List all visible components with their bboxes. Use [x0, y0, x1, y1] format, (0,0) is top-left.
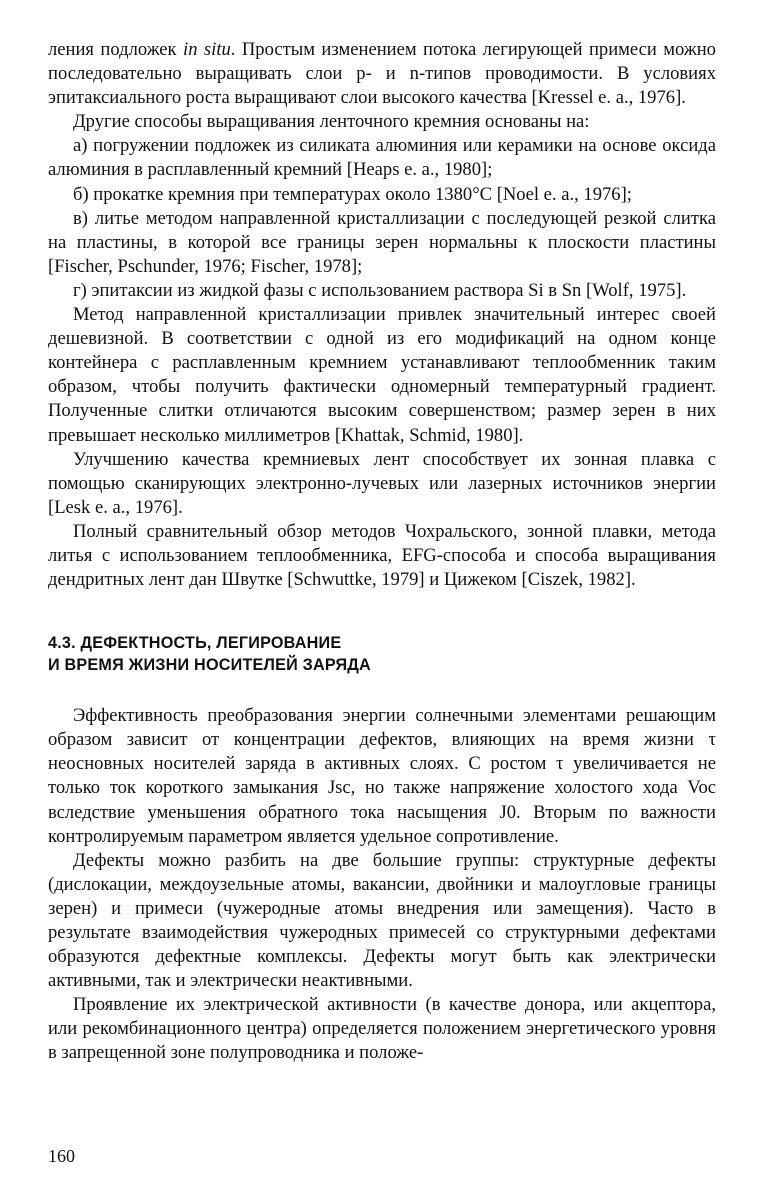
- list-item-a: а) погружении подложек из силиката алюминия или керамики на основе оксида алюминия в расплавленный кремний [Heaps e. a., 1980];: [48, 135, 716, 181]
- latin-term: in situ: [183, 39, 231, 60]
- paragraph-text: ления подложек: [48, 39, 184, 60]
- paragraph-continuation: [48, 38, 716, 110]
- paragraph: Полный сравнительный обзор методов Чохральского, зонной плавки, метода литья с использованием теплообменника, EFG-способа и способа выращивания дендритных лент дан Швутке [Schwuttke, 1979] и Цижеком [Ciszek, 1982].: [48, 520, 716, 591]
- paragraph: Другие способы выращивания ленточного кремния основаны на:: [73, 111, 590, 133]
- paragraph: Метод направленной кристаллизации привлек значительный интерес своей дешевизной. В соответствии с одной из его модификаций на одном конце контейнера с расплавленным кремнием устанавливают теплообменник таким образом, чтобы получить фактически одномерный температурный градиент. Полученные слитки отличаются высоким совершенством; размер зерен в них превышает несколько миллиметров [Khattak, Schmid, 1980].: [48, 304, 716, 446]
- paragraph-text: . Простым изменением потока легирующей примеси можно последовательно выращивать слои p- и n-типов проводимости. В условиях эпитаксиального роста выращивают слои высокого качества [Kressel e. a., 1976].: [48, 39, 716, 109]
- section-heading-line-1: 4.3. ДЕФЕКТНОСТЬ, ЛЕГИРОВАНИЕ: [48, 634, 342, 653]
- paragraph: Проявление их электрической активности (в качестве донора, или акцептора, или рекомбинационного центра) определяется положением энергетического уровня в запрещенной зоне полупроводника и положе-: [48, 994, 716, 1064]
- section-heading-line-2: И ВРЕМЯ ЖИЗНИ НОСИТЕЛЕЙ ЗАРЯДА: [48, 656, 371, 675]
- list-item-v: в) литье методом направленной кристаллизации с последующей резкой слитка на пластины, в которой все границы зерен нормальны к плоскости пластины [Fischer, Pschunder, 1976; Fischer, 1978];: [48, 207, 716, 277]
- paragraph: Эффективность преобразования энергии солнечными элементами решающим образом зависит от концентрации дефектов, влияющих на время жизни τ неосновных носителей заряда в активных слоях. С ростом τ увеличивается не только ток короткого замыкания Jsc, но также напряжение холостого хода Voc вследствие уменьшения обратного тока насыщения J0. Вторым по важности контролируемым параметром является удельное сопротивление.: [48, 705, 716, 847]
- page-number: 160: [48, 1146, 75, 1166]
- text-body: [48, 38, 716, 1066]
- paragraph: Улучшению качества кремниевых лент способствует их зонная плавка с помощью сканирующих электронно-лучевых или лазерных источников энергии [Lesk e. a., 1976].: [48, 448, 716, 518]
- paragraph: Дефекты можно разбить на две большие группы: структурные дефекты (дислокации, междоузельные атомы, вакансии, двойники и малоугловые границы зерен) и примеси (чужеродные атомы внедрения или замещения). Часто в результате взаимодействия чужеродных примесей со структурными дефектами образуются дефектные комплексы. Дефекты могут быть как электрически активными, так и электрически неактивными.: [48, 849, 716, 992]
- list-item-b: б) прокатке кремния при температурах около 1380°C [Noel e. a., 1976];: [73, 183, 632, 205]
- list-item-g: г) эпитаксии из жидкой фазы с использованием раствора Si в Sn [Wolf, 1975].: [73, 279, 687, 301]
- section-heading: [48, 632, 716, 676]
